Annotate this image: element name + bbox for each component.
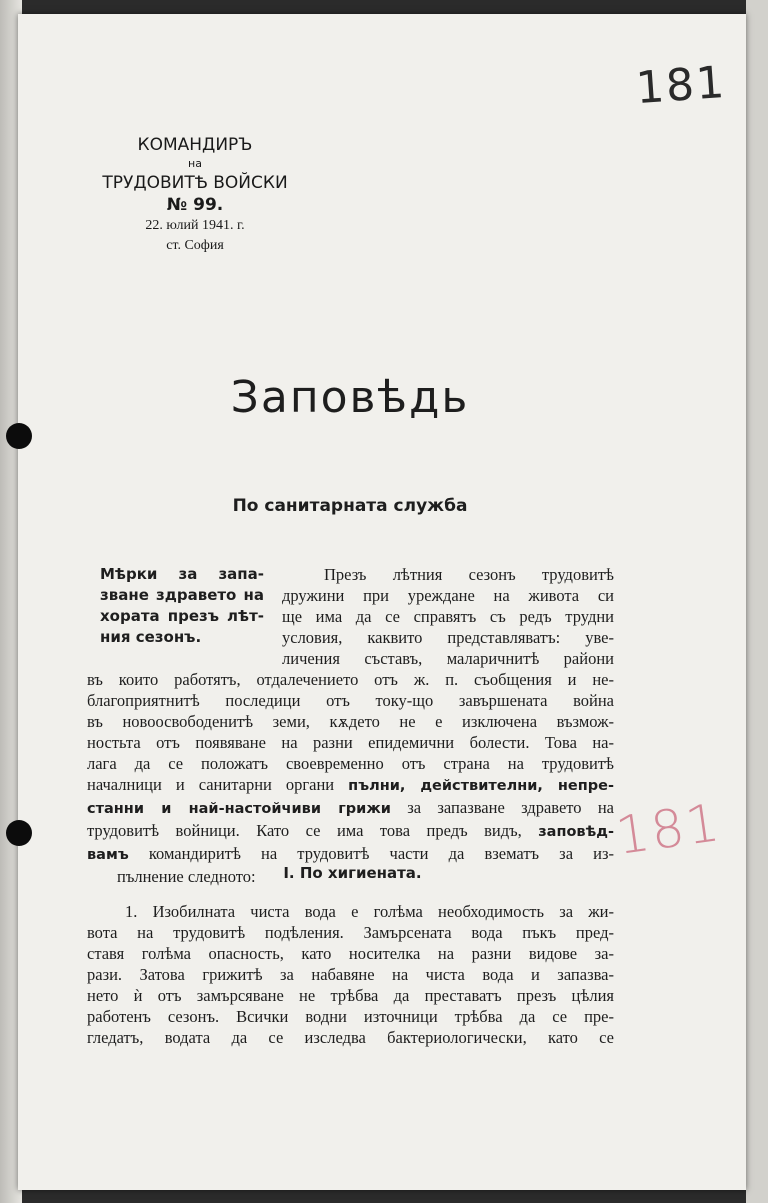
header-date: 22. юлий 1941. г.	[145, 218, 245, 233]
text-line: ставя голѣма опасность, като носителка на разни видове за-	[87, 944, 614, 963]
section-heading-hygiene: I. По хигиената.	[283, 864, 422, 882]
document-header	[80, 134, 310, 256]
document-subtitle: По санитарната служба	[232, 496, 468, 516]
margin-note-line: хората презъ лѣт-	[100, 607, 264, 625]
text-line: пълнение следното:	[117, 867, 256, 886]
text-line: лага да се положатъ своевременно отъ страна на трудовитѣ	[87, 754, 614, 773]
text-span: за запазване здравето на	[390, 798, 615, 817]
text-line	[87, 797, 614, 820]
text-line: благоприятнитѣ последици отъ току-що завършената война	[87, 691, 614, 710]
text-line: въ новоосвободенитѣ земи, кѫдето не е изключена възмож-	[87, 712, 614, 731]
text-line: ще има да се справятъ съ редъ трудни	[282, 607, 614, 626]
text-line: вота на трудовитѣ подѣления. Замърсената вода пъкъ пред-	[87, 923, 614, 942]
header-line-troops: ТРУДОВИТѢ ВОЙСКИ	[102, 173, 288, 193]
archive-number-red-pencil: 181	[612, 792, 725, 868]
margin-note-line: ния сезонъ.	[100, 628, 202, 646]
text-line: Презъ лѣтния сезонъ трудовитѣ	[324, 565, 614, 584]
margin-note-line: зване здравето на	[100, 586, 264, 604]
text-line	[87, 774, 614, 797]
scan-right-edge	[746, 0, 768, 1203]
text-line: нето ѝ отъ замърсяване не трѣбва да преставатъ презъ цѣлия	[87, 986, 614, 1005]
header-place: ст. София	[166, 238, 224, 253]
intro-paragraph-narrow	[282, 564, 614, 669]
header-line-of: на	[188, 157, 202, 170]
section1-paragraph	[87, 901, 614, 1048]
text-line: условия, каквито представляватъ: уве-	[282, 628, 614, 647]
text-line: въ които работятъ, отдалечението отъ ж. п. съобщения и не-	[87, 670, 614, 689]
text-line: работенъ сезонъ. Всички водни източници трѣбва да се пре-	[87, 1007, 614, 1026]
emphasis-text: вамъ	[87, 847, 129, 863]
header-line-commander: КОМАНДИРЪ	[137, 135, 253, 155]
text-line: рази. Затова грижитѣ за набавяне на чиста вода и запазва-	[87, 965, 614, 984]
text-line: гледатъ, водата да се изследва бактериологически, като се	[87, 1028, 614, 1047]
text-line: 1. Изобилната чиста вода е голѣма необходимость за жи-	[125, 902, 614, 921]
margin-note	[100, 564, 264, 648]
margin-note-line: Мѣрки за запа-	[100, 565, 264, 583]
header-order-number: № 99.	[166, 195, 224, 215]
intro-paragraph-wide	[87, 669, 614, 887]
archive-number-stamp: 181	[634, 56, 728, 115]
punch-hole-top	[6, 423, 32, 449]
text-line	[87, 843, 614, 866]
text-span: командиритѣ на трудовитѣ части да взематъ за из-	[128, 844, 614, 863]
text-span: трудовитѣ войници. Като се има това предъ видъ,	[87, 821, 539, 840]
text-line: дружини при уреждане на живота си	[282, 586, 614, 605]
emphasis-text: заповѣд-	[538, 824, 614, 840]
text-line: личения съставъ, маларичнитѣ райони	[282, 649, 614, 668]
emphasis-text: пълни, действителни, непре-	[348, 778, 614, 794]
text-line: ностьта отъ появяване на разни епидемични болести. Това на-	[87, 733, 614, 752]
text-span: началници и санитарни органи	[87, 775, 349, 794]
text-line	[87, 820, 614, 843]
emphasis-text: станни и най-настойчиви грижи	[87, 801, 391, 817]
document-title: Заповѣдь	[230, 372, 470, 423]
punch-hole-bottom	[6, 820, 32, 846]
